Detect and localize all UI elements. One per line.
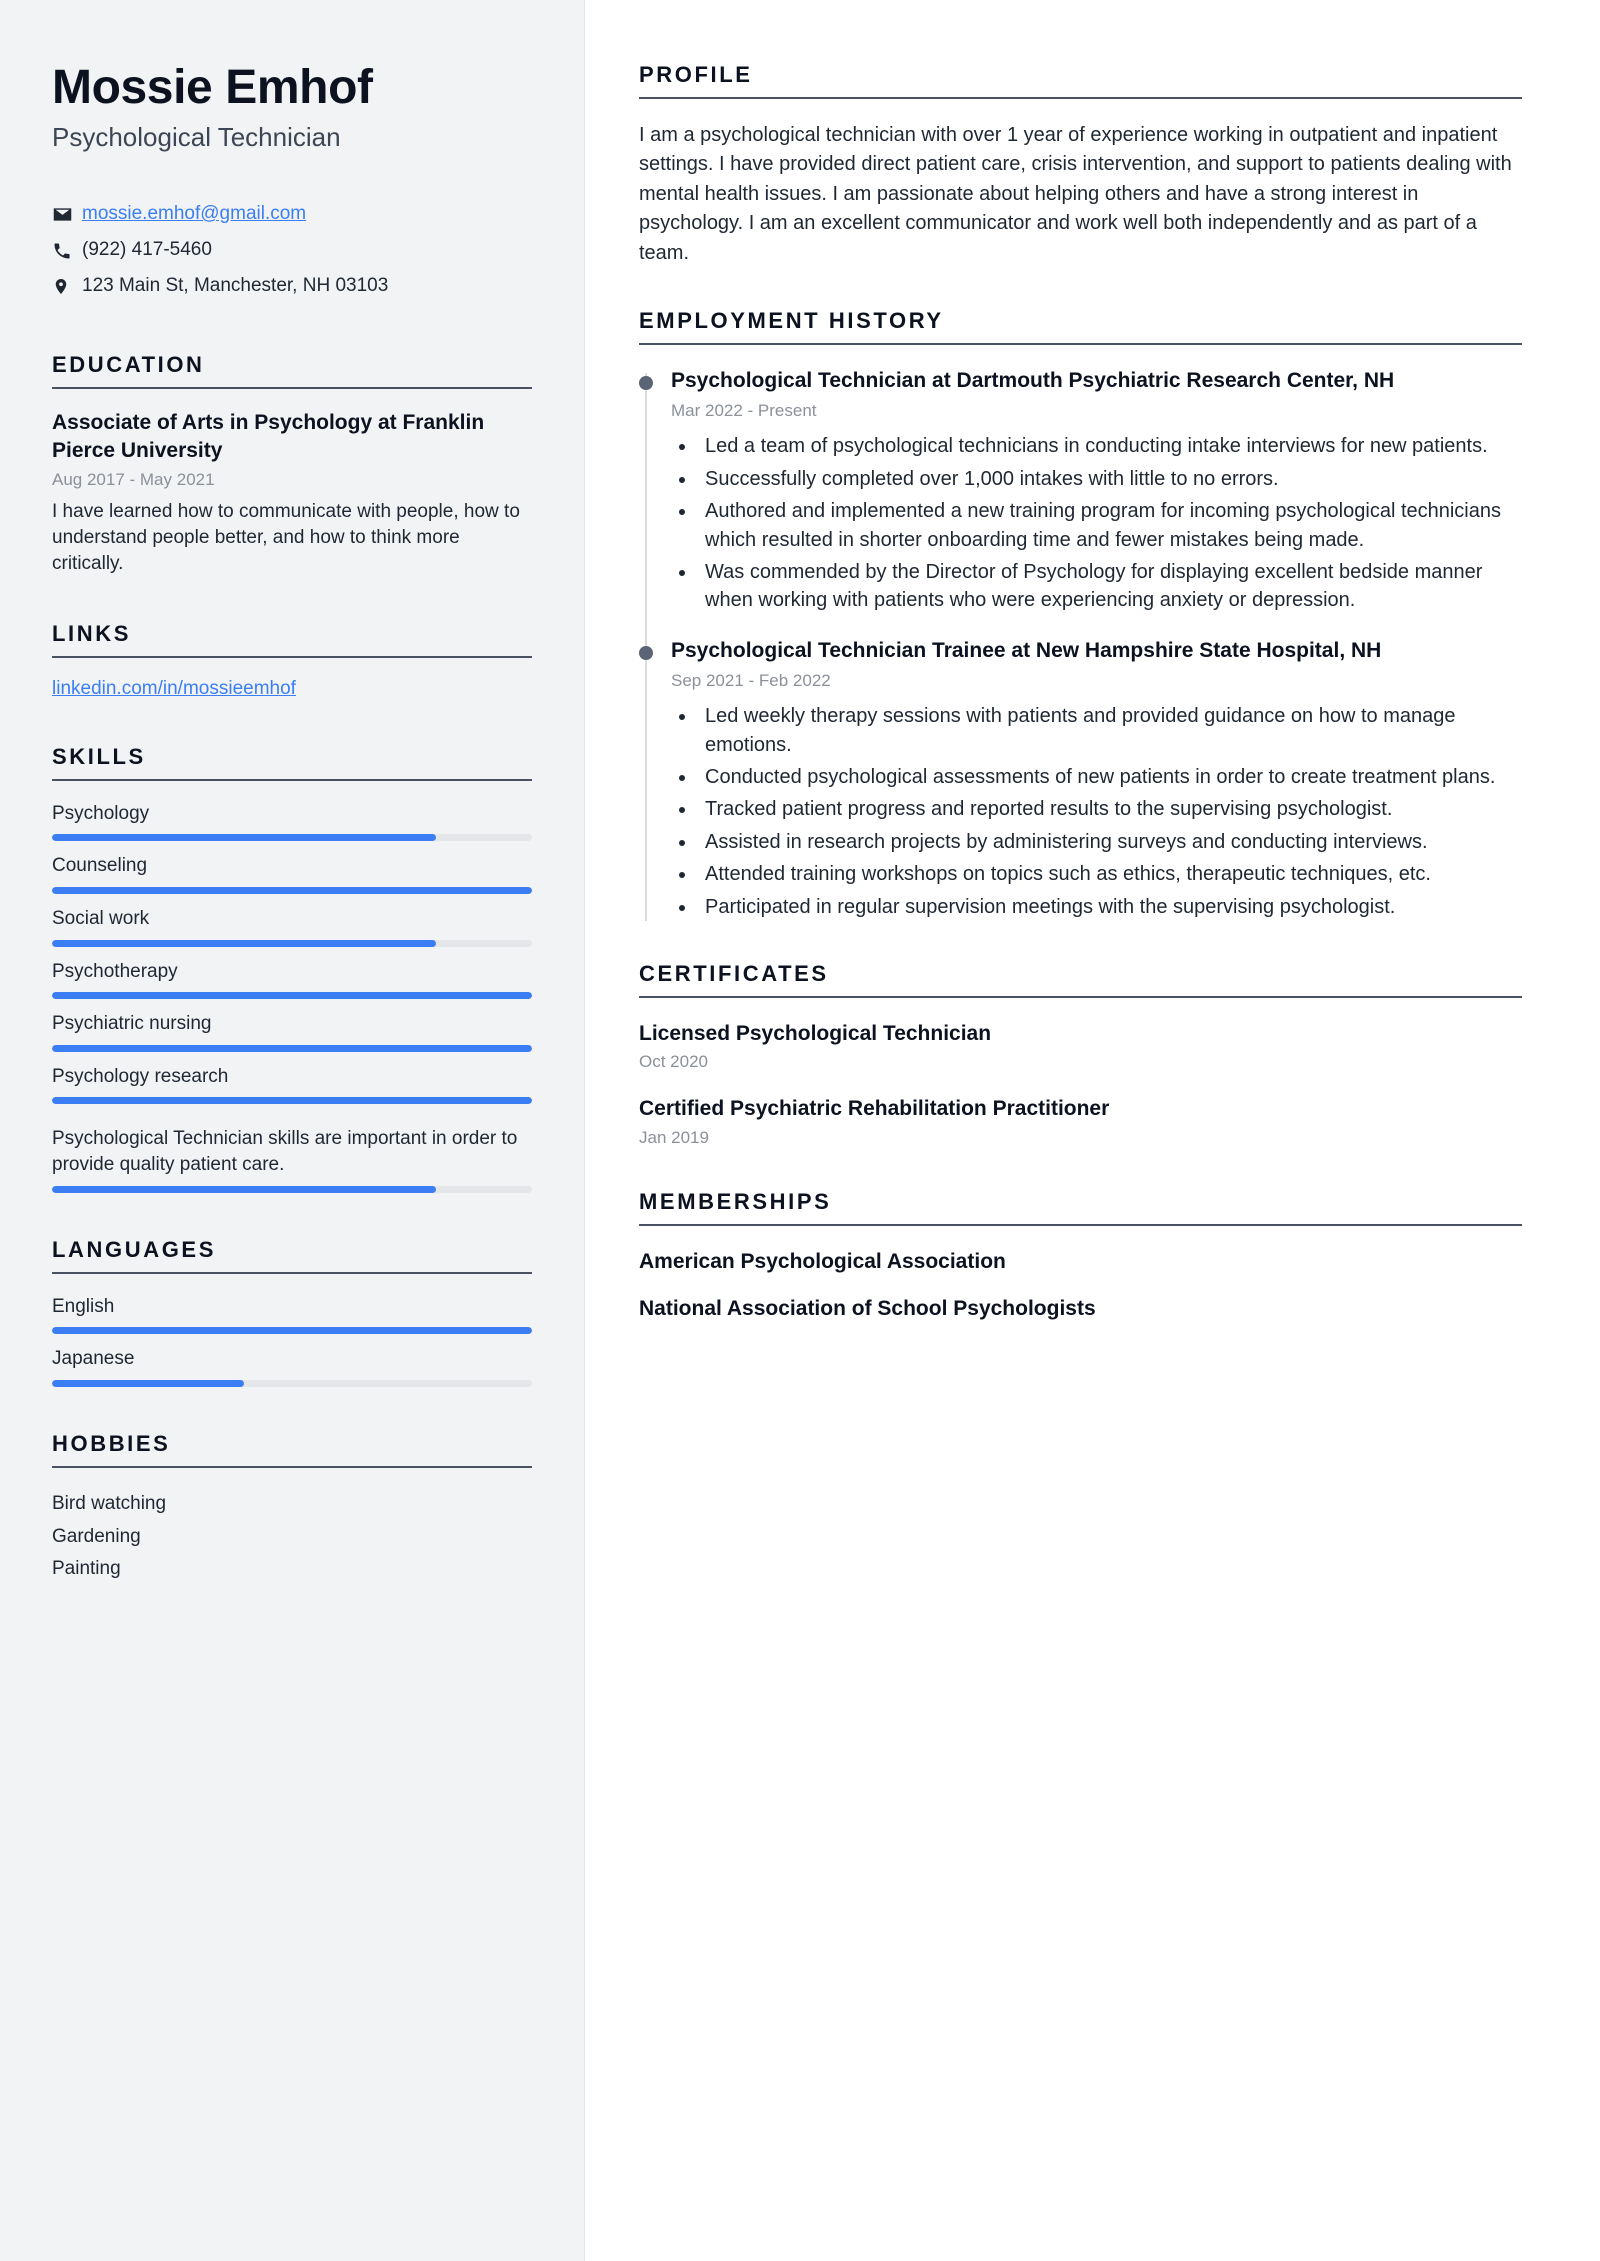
skill-note-label: Psychological Technician skills are important in order to provide quality patient care. xyxy=(52,1128,518,1176)
phone-text: (922) 417-5460 xyxy=(82,239,212,261)
certificate-name: Licensed Psychological Technician xyxy=(639,1021,992,1045)
skill-item xyxy=(52,801,532,842)
employment-title: Psychological Technician Trainee at New Hampshire State Hospital, NH xyxy=(671,638,1382,662)
contact-email-row[interactable] xyxy=(52,201,532,228)
skill-bar-track xyxy=(52,887,532,894)
skill-bar-fill xyxy=(52,940,436,947)
section-memberships xyxy=(639,1189,1522,1323)
employment-bullet: • Conducted psychological assessments of new patients in order to create treatment plans. xyxy=(697,763,1522,791)
membership-item: American Psychological Association xyxy=(639,1249,1006,1273)
employment-bullet: • Authored and implemented a new training program for incoming psychological technicians which resulted in shorter onboarding time and fewer mistakes being made. xyxy=(697,497,1522,554)
envelope-icon xyxy=(52,204,82,225)
skills-heading: SKILLS xyxy=(52,744,532,781)
sidebar-section-skills xyxy=(52,744,532,1193)
employment-heading: EMPLOYMENT HISTORY xyxy=(639,308,1522,345)
employment-entry xyxy=(639,637,1522,921)
email-link[interactable]: mossie.emhof@gmail.com xyxy=(82,203,307,225)
certificate-entry xyxy=(639,1095,1522,1148)
main-column xyxy=(585,0,1600,2261)
hobby-item: Gardening xyxy=(52,1525,141,1547)
skill-bar-fill xyxy=(52,1045,532,1052)
candidate-name: Mossie Emhof xyxy=(52,61,373,114)
language-item xyxy=(52,1346,532,1387)
skill-item xyxy=(52,959,532,1000)
memberships-heading: MEMBERSHIPS xyxy=(639,1189,1522,1226)
employment-title: Psychological Technician at Dartmouth Psychiatric Research Center, NH xyxy=(671,368,1395,392)
employment-list xyxy=(639,367,1522,921)
employment-bullets xyxy=(671,432,1522,614)
education-heading: EDUCATION xyxy=(52,352,532,389)
language-bar-fill xyxy=(52,1327,532,1334)
employment-bullet: • Led a team of psychological technicians in conducting intake interviews for new patients. xyxy=(697,432,1522,460)
certificate-name: Certified Psychiatric Rehabilitation Practitioner xyxy=(639,1097,1110,1121)
languages-heading: LANGUAGES xyxy=(52,1237,532,1274)
timeline-dot-icon xyxy=(639,376,653,390)
language-label: English xyxy=(52,1295,115,1317)
membership-item: National Association of School Psychologists xyxy=(639,1296,1096,1320)
skill-bar-track xyxy=(52,834,532,841)
contact-address-row xyxy=(52,273,532,300)
hobby-item: Painting xyxy=(52,1558,121,1580)
certificate-date: Oct 2020 xyxy=(639,1052,708,1072)
skill-label: Social work xyxy=(52,907,150,929)
link-item-linkedin[interactable]: linkedin.com/in/mossieemhof xyxy=(52,677,296,699)
section-certificates xyxy=(639,961,1522,1149)
sidebar-section-education xyxy=(52,352,532,577)
language-item xyxy=(52,1294,532,1335)
skill-bar-fill xyxy=(52,887,532,894)
section-employment-history xyxy=(639,308,1522,921)
employment-bullet: • Tracked patient progress and reported results to the supervising psychologist. xyxy=(697,795,1522,823)
profile-text: I am a psychological technician with over 1 year of experience working in outpatient and inpatient settings. I have provided direct patient care, crisis intervention, and support to patients dealing with mental health issues. I am passionate about helping others and have a strong interest in psychology. I am an excellent communicator and work well both independently and as part of a team. xyxy=(639,124,1512,264)
skill-bar-track xyxy=(52,1045,532,1052)
employment-date: Sep 2021 - Feb 2022 xyxy=(671,671,831,691)
skill-item xyxy=(52,1011,532,1052)
education-date: Aug 2017 - May 2021 xyxy=(52,470,215,490)
profile-heading: PROFILE xyxy=(639,62,1522,99)
education-degree: Associate of Arts in Psychology at Franklin Pierce University xyxy=(52,411,485,462)
hobby-item: Bird watching xyxy=(52,1493,167,1514)
language-bar-track xyxy=(52,1380,532,1387)
candidate-job-title: Psychological Technician xyxy=(52,121,341,152)
sidebar-section-hobbies xyxy=(52,1431,532,1586)
skill-bar-track xyxy=(52,1097,532,1104)
contact-phone-row xyxy=(52,237,532,264)
skill-item xyxy=(52,853,532,894)
skill-label: Counseling xyxy=(52,855,148,877)
sidebar xyxy=(0,0,585,2261)
skill-bar-track xyxy=(52,992,532,999)
employment-date: Mar 2022 - Present xyxy=(671,401,817,421)
skill-note-item xyxy=(52,1126,532,1192)
section-profile xyxy=(639,62,1522,268)
phone-icon xyxy=(52,241,82,261)
skill-bar-fill xyxy=(52,834,436,841)
skill-bar-fill xyxy=(52,1097,532,1104)
location-pin-icon xyxy=(52,276,82,297)
sidebar-section-links xyxy=(52,621,532,700)
contact-list xyxy=(52,201,532,300)
employment-entry xyxy=(639,367,1522,615)
education-entry xyxy=(52,409,532,577)
employment-bullet: • Was commended by the Director of Psychology for displaying excellent bedside manner when working with patients who were experiencing anxiety or depression. xyxy=(697,558,1522,615)
language-label: Japanese xyxy=(52,1348,135,1370)
timeline-dot-icon xyxy=(639,646,653,660)
language-bar-fill xyxy=(52,1380,244,1387)
language-bar-track xyxy=(52,1327,532,1334)
skill-label: Psychiatric nursing xyxy=(52,1013,212,1035)
sidebar-section-languages xyxy=(52,1237,532,1387)
skill-item xyxy=(52,906,532,947)
skill-item xyxy=(52,1064,532,1105)
certificate-entry xyxy=(639,1020,1522,1073)
hobbies-heading: HOBBIES xyxy=(52,1431,532,1468)
skill-bar-track xyxy=(52,940,532,947)
employment-bullet: • Assisted in research projects by administering surveys and conducting interviews. xyxy=(697,828,1522,856)
certificate-date: Jan 2019 xyxy=(639,1127,709,1147)
skill-label: Psychology xyxy=(52,802,150,824)
education-description: I have learned how to communicate with people, how to understand people better, and how to think more critically. xyxy=(52,500,520,574)
skill-label: Psychology research xyxy=(52,1065,229,1087)
employment-bullet: • Led weekly therapy sessions with patients and provided guidance on how to manage emotions. xyxy=(697,702,1522,759)
employment-bullet: • Successfully completed over 1,000 intakes with little to no errors. xyxy=(697,465,1522,493)
skill-label: Psychotherapy xyxy=(52,960,178,982)
address-text: 123 Main St, Manchester, NH 03103 xyxy=(82,275,389,297)
skill-bar-track xyxy=(52,1186,532,1193)
links-heading: LINKS xyxy=(52,621,532,658)
skill-bar-fill xyxy=(52,992,532,999)
employment-bullet: • Participated in regular supervision meetings with the supervising psychologist. xyxy=(697,893,1522,921)
employment-bullets xyxy=(671,702,1522,921)
certificates-heading: CERTIFICATES xyxy=(639,961,1522,998)
skill-bar-fill xyxy=(52,1186,436,1193)
employment-bullet: • Attended training workshops on topics such as ethics, therapeutic techniques, etc. xyxy=(697,860,1522,888)
